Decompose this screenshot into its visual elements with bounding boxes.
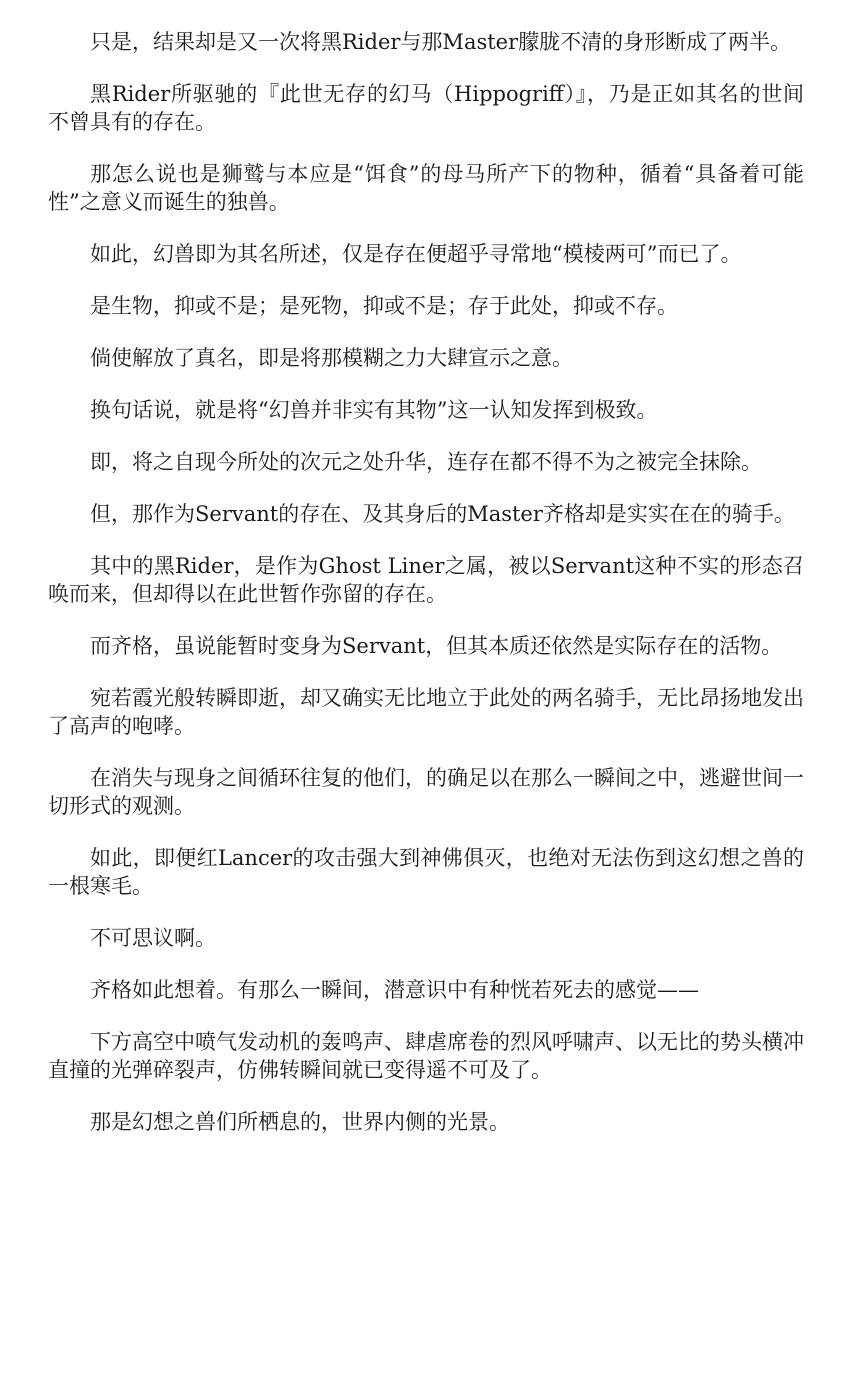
paragraph: 不可思议啊。 — [90, 926, 216, 950]
paragraph: 宛若霞光般转瞬即逝，却又确实无比地立于此处的两名骑手，无比昂扬地发出了高声的咆哮。 — [48, 686, 804, 738]
paragraph: 如此，幻兽即为其名所述，仅是存在便超乎寻常地“模棱两可”而已了。 — [90, 242, 742, 266]
paragraph: 但，那作为Servant的存在、及其身后的Master齐格却是实实在在的骑手。 — [90, 502, 795, 526]
paragraph: 齐格如此想着。有那么一瞬间，潜意识中有种恍若死去的感觉—— — [90, 978, 699, 1002]
paragraph: 倘使解放了真名，即是将那模糊之力大肆宣示之意。 — [90, 346, 573, 370]
paragraph: 如此，即便红Lancer的攻击强大到神佛俱灭，也绝对无法伤到这幻想之兽的一根寒毛。 — [48, 846, 804, 898]
paragraph: 是生物，抑或不是；是死物，抑或不是；存于此处，抑或不存。 — [90, 294, 678, 318]
paragraph: 即，将之自现今所处的次元之处升华，连存在都不得不为之被完全抹除。 — [90, 450, 762, 474]
paragraph: 黑Rider所驱驰的『此世无存的幻马（Hippogriff）』，乃是正如其名的世间不曾具有的存在。 — [48, 82, 804, 134]
paragraph: 而齐格，虽说能暂时变身为Servant，但其本质还依然是实际存在的活物。 — [90, 634, 783, 658]
paragraph: 在消失与现身之间循环往复的他们，的确足以在那么一瞬间之中，逃避世间一切形式的观测。 — [48, 766, 804, 818]
paragraph: 换句话说，就是将“幻兽并非实有其物”这一认知发挥到极致。 — [90, 398, 658, 422]
paragraph: 下方高空中喷气发动机的轰鸣声、肆虐席卷的烈风呼啸声、以无比的势头横冲直撞的光弹碎裂声，仿佛转瞬间就已变得遥不可及了。 — [48, 1030, 804, 1082]
paragraph: 那是幻想之兽们所栖息的，世界内侧的光景。 — [90, 1110, 510, 1134]
paragraph: 只是，结果却是又一次将黑Rider与那Master朦胧不清的身形断成了两半。 — [90, 30, 792, 54]
paragraph: 其中的黑Rider，是作为Ghost Liner之属，被以Servant这种不实的形态召唤而来，但却得以在此世暂作弥留的存在。 — [48, 554, 804, 606]
paragraph: 那怎么说也是狮鹫与本应是“饵食”的母马所产下的物种，循着“具备着可能性”之意义而诞生的独兽。 — [48, 162, 804, 214]
